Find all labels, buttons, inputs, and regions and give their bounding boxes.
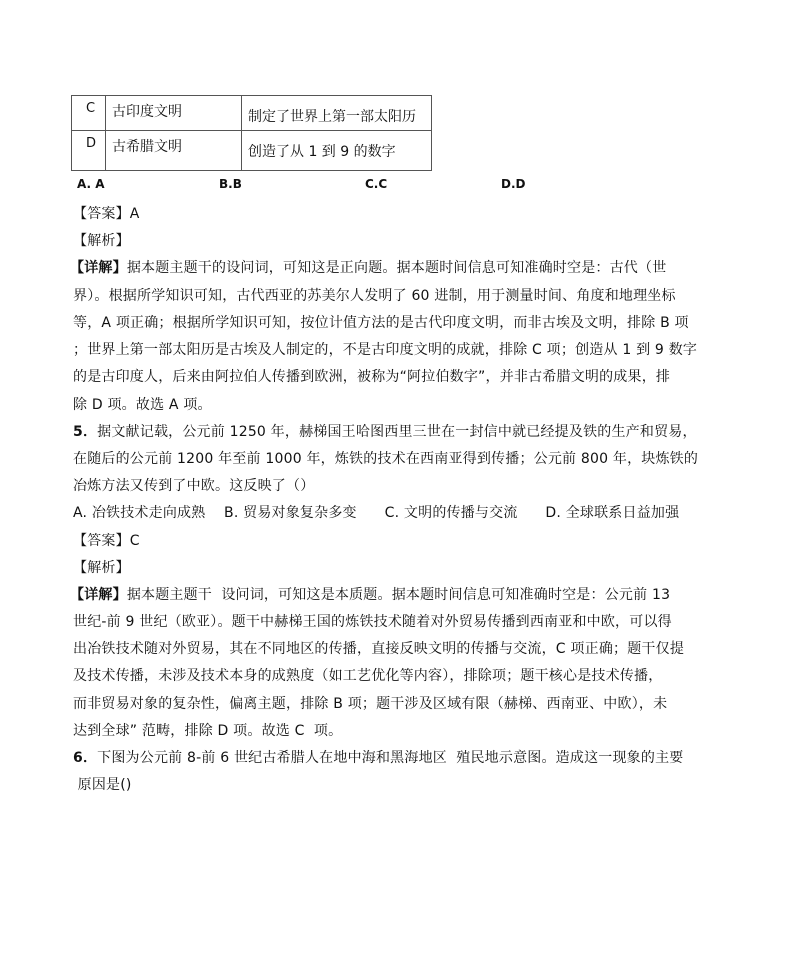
question-number: 6．	[73, 750, 98, 766]
achievement-text: 创造了从 1 到 9 的数字	[242, 131, 432, 171]
q5-stem-line: 冶炼方法又传到了中欧。这反映了（）	[73, 478, 315, 494]
q4-detail-line: 【详解】据本题主题干的设问词，可知这是正向题。据本题时间信息可知准确时空是：古代（世	[70, 260, 667, 276]
q5-stem-line: 在随后的公元前 1200 年至前 1000 年，炼铁的技术在西南亚得到传播；公元前 800 年，块炼铁的	[73, 451, 699, 467]
civilization-name: 古印度文明	[106, 96, 242, 131]
q5-stem-line: 5．据文献记载，公元前 1250 年，赫梯国王哈图西里三世在一封信中就已经提及铁的生产和贸易，	[73, 424, 697, 440]
question-number: 5．	[73, 424, 98, 440]
q5-options: A. 冶铁技术走向成熟 B. 贸易对象复杂多变 C. 文明的传播与交流 D. 全球联系日益加强	[73, 505, 680, 521]
q5-detail-line: 世纪-前 9 世纪（欧亚）。题干中赫梯王国的炼铁技术随着对外贸易传播到西南亚和中欧，可以得	[73, 614, 672, 630]
q6-stem-line: 原因是()	[73, 777, 132, 793]
q4-detail-line: 除 D 项。故选 A 项。	[73, 397, 212, 413]
table-row	[72, 96, 432, 131]
q5-answer: 【答案】C	[73, 533, 140, 549]
q4-detail-line: 等，A 项正确；根据所学知识可知，按位计值方法的是古代印度文明，而非古埃及文明，排除 B 项	[73, 315, 689, 331]
q5-detail-line: 而非贸易对象的复杂性，偏离主题，排除 B 项；题干涉及区域有限（赫梯、西南亚、中欧），未	[73, 696, 668, 712]
civilization-name: 古希腊文明	[106, 131, 242, 171]
q5-analysis-heading: 【解析】	[73, 560, 130, 576]
q5-detail-line: 出冶铁技术随对外贸易，其在不同地区的传播，直接反映文明的传播与交流，C 项正确；题干仅提	[73, 641, 685, 657]
option-letter: D	[72, 131, 106, 171]
options-table	[71, 95, 432, 171]
q4-detail-line: 的是古印度人，后来由阿拉伯人传播到欧洲，被称为“阿拉伯数字”，并非古希腊文明的成果，排	[73, 369, 671, 385]
detail-tag: 【详解】	[70, 260, 127, 276]
q4-detail-line: 界）。根据所学知识可知，古代西亚的苏美尔人发明了 60 进制，用于测量时间、角度和地理坐标	[73, 288, 676, 304]
choice-c: C.C	[365, 177, 388, 191]
choice-b: B.B	[219, 177, 242, 191]
q5-detail-line: 【详解】据本题主题干 设问词，可知这是本质题。据本题时间信息可知准确时空是：公元前 13	[70, 587, 671, 603]
q6-stem-line: 6．下图为公元前 8-前 6 世纪古希腊人在地中海和黑海地区 殖民地示意图。造成这一现象的主要	[73, 750, 684, 766]
detail-tag: 【详解】	[70, 587, 127, 603]
q5-detail-line: 及技术传播，未涉及技术本身的成熟度（如工艺优化等内容），排除项；题干核心是技术传播，	[73, 668, 663, 684]
choice-a: A. A	[77, 177, 105, 191]
choice-d: D.D	[501, 177, 526, 191]
option-letter: C	[72, 96, 106, 131]
achievement-text: 制定了世界上第一部太阳历	[242, 96, 432, 131]
table-row	[72, 131, 432, 171]
q4-detail-line: ；世界上第一部太阳历是古埃及人制定的，不是古印度文明的成就，排除 C 项；创造从 1 到 9 数字	[73, 342, 698, 358]
q5-detail-line: 达到全球” 范畴，排除 D 项。故选 C 项。	[73, 723, 343, 739]
q4-analysis-heading: 【解析】	[73, 233, 130, 249]
q4-answer: 【答案】A	[73, 206, 140, 222]
